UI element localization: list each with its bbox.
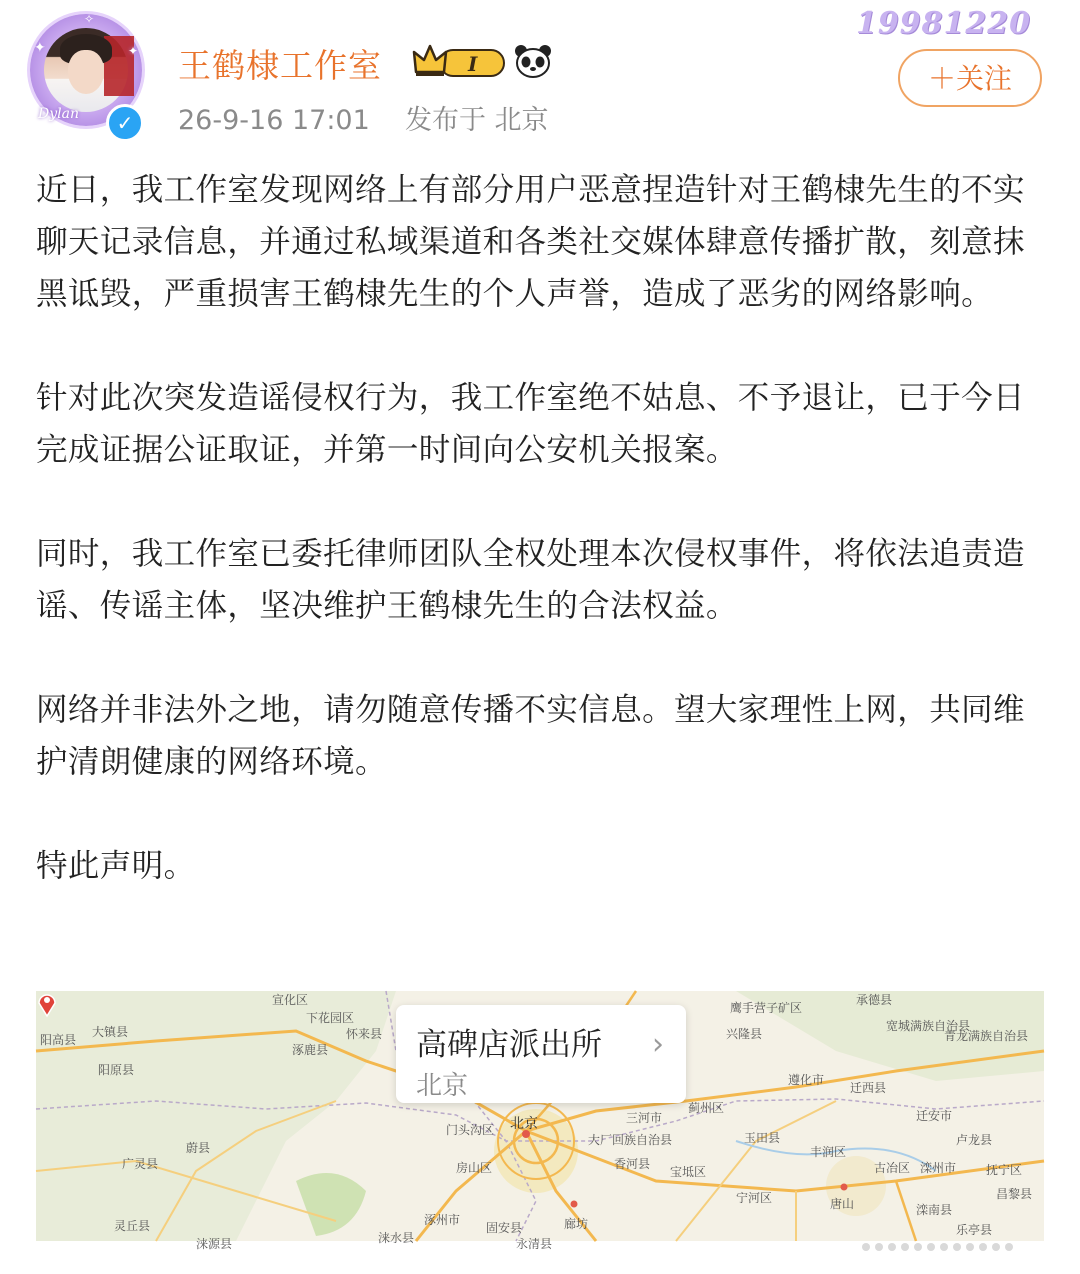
map-label: 丰润区 — [810, 1145, 847, 1159]
map-label: 迁西县 — [850, 1081, 887, 1095]
map-label: 滦州市 — [920, 1161, 957, 1175]
map-label: 滦南县 — [916, 1203, 953, 1217]
map-label: 涞源县 — [196, 1237, 233, 1251]
avatar-signature: Dylan — [38, 106, 79, 122]
sparkle-icon: ✧ — [84, 12, 95, 26]
pager-dot — [927, 1243, 935, 1251]
sparkle-icon: ✦ — [34, 40, 46, 56]
map-label: 香河县 — [614, 1157, 651, 1171]
map-label: 乐亭县 — [956, 1223, 993, 1237]
paragraph: 同时，我工作室已委托律师团队全权处理本次侵权事件，将依法追责造谣、传谣主体，坚决维护王鹤棣先生的合法权益。 — [36, 536, 1025, 624]
paragraph: 网络并非法外之地，请勿随意传播不实信息。望大家理性上网，共同维护清朗健康的网络环境。 — [36, 692, 1025, 780]
image-pager-dots — [862, 1236, 1042, 1248]
map-label: 承德县 — [856, 993, 893, 1007]
pager-dot — [862, 1243, 870, 1251]
post-header — [0, 0, 1080, 150]
map-label: 下花园区 — [306, 1011, 355, 1025]
map-label: 涿州市 — [424, 1213, 461, 1227]
location-pin-icon — [36, 991, 58, 1017]
post-location: 发布于 北京 — [404, 105, 549, 136]
avatar-photo — [44, 28, 128, 112]
map-label: 广灵县 — [122, 1157, 159, 1171]
map-label: 迁安市 — [916, 1109, 953, 1123]
map-label: 怀来县 — [346, 1027, 383, 1041]
paragraph: 特此声明。 — [36, 848, 196, 884]
panda-icon — [514, 44, 552, 78]
map-label: 北京 — [510, 1116, 538, 1132]
pager-dot — [966, 1243, 974, 1251]
pager-dot — [940, 1243, 948, 1251]
chevron-right-icon: › — [652, 1027, 664, 1062]
map-label: 涿鹿县 — [292, 1043, 329, 1057]
pager-dot — [979, 1243, 987, 1251]
map-label: 蔚县 — [186, 1141, 211, 1155]
map-label: 宽城满族自治县 — [886, 1019, 971, 1033]
map-label: 固安县 — [486, 1221, 523, 1235]
map-label: 涞水县 — [378, 1231, 415, 1245]
svg-text:I: I — [468, 52, 478, 76]
paragraph: 针对此次突发造谣侵权行为，我工作室绝不姑息、不予退让，已于今日完成证据公证取证，并第一时间向公安机关报案。 — [36, 380, 1025, 468]
location-card[interactable] — [396, 1005, 686, 1103]
map-label: 门头沟区 — [446, 1123, 495, 1137]
post-meta — [178, 98, 549, 137]
pager-dot — [888, 1243, 896, 1251]
map-label: 大厂回族自治县 — [588, 1133, 673, 1147]
map-label: 卢龙县 — [956, 1133, 993, 1147]
location-map[interactable] — [36, 991, 1044, 1251]
map-label: 大镇县 — [92, 1025, 129, 1039]
member-crown-badge-icon[interactable] — [410, 42, 510, 80]
sparkle-icon: ✦ — [128, 44, 139, 58]
post-timestamp: 26-9-16 17:01 — [178, 105, 370, 136]
pager-dot — [914, 1243, 922, 1251]
map-label: 鹰手营子矿区 — [730, 1001, 803, 1015]
follow-button[interactable]: ＋关注 — [898, 49, 1042, 107]
map-label: 青龙满族自治县 — [944, 1029, 1029, 1043]
map-label: 永清县 — [516, 1237, 553, 1251]
map-label: 蓟州区 — [688, 1101, 725, 1115]
map-label: 三河市 — [626, 1111, 663, 1125]
map-label: 抚宁区 — [986, 1163, 1023, 1177]
map-label: 玉田县 — [744, 1131, 781, 1145]
pager-dot — [1005, 1243, 1013, 1251]
map-label: 廊坊 — [564, 1217, 589, 1231]
map-label: 阳原县 — [98, 1063, 135, 1077]
map-label: 兴隆县 — [726, 1027, 763, 1041]
map-label: 宁河区 — [736, 1191, 773, 1205]
pager-dot — [992, 1243, 1000, 1251]
post-content — [36, 164, 1026, 944]
map-label: 遵化市 — [788, 1073, 825, 1087]
map-label: 宣化区 — [272, 993, 309, 1007]
verified-icon: ✓ — [106, 104, 144, 142]
map-label: 唐山 — [830, 1197, 855, 1211]
map-label: 古冶区 — [874, 1161, 911, 1175]
watermark: 19981220 — [856, 6, 1031, 41]
map-label: 房山区 — [456, 1161, 493, 1175]
poi-name: 高碑店派出所 — [416, 1027, 602, 1063]
map-label: 昌黎县 — [996, 1187, 1033, 1201]
poi-city: 北京 — [416, 1071, 469, 1101]
pager-dot — [875, 1243, 883, 1251]
map-label: 灵丘县 — [114, 1219, 151, 1233]
author-name[interactable]: 王鹤棣工作室 — [178, 46, 382, 85]
pager-dot — [901, 1243, 909, 1251]
map-label: 阳高县 — [40, 1033, 77, 1047]
pager-dot — [953, 1243, 961, 1251]
paragraph: 近日，我工作室发现网络上有部分用户恶意捏造针对王鹤棣先生的不实聊天记录信息，并通过私域渠道和各类社交媒体肆意传播扩散，刻意抹黑诋毁，严重损害王鹤棣先生的个人声誉，造成了恶劣的网络影响。 — [36, 172, 1025, 312]
map-label: 宝坻区 — [670, 1165, 707, 1179]
